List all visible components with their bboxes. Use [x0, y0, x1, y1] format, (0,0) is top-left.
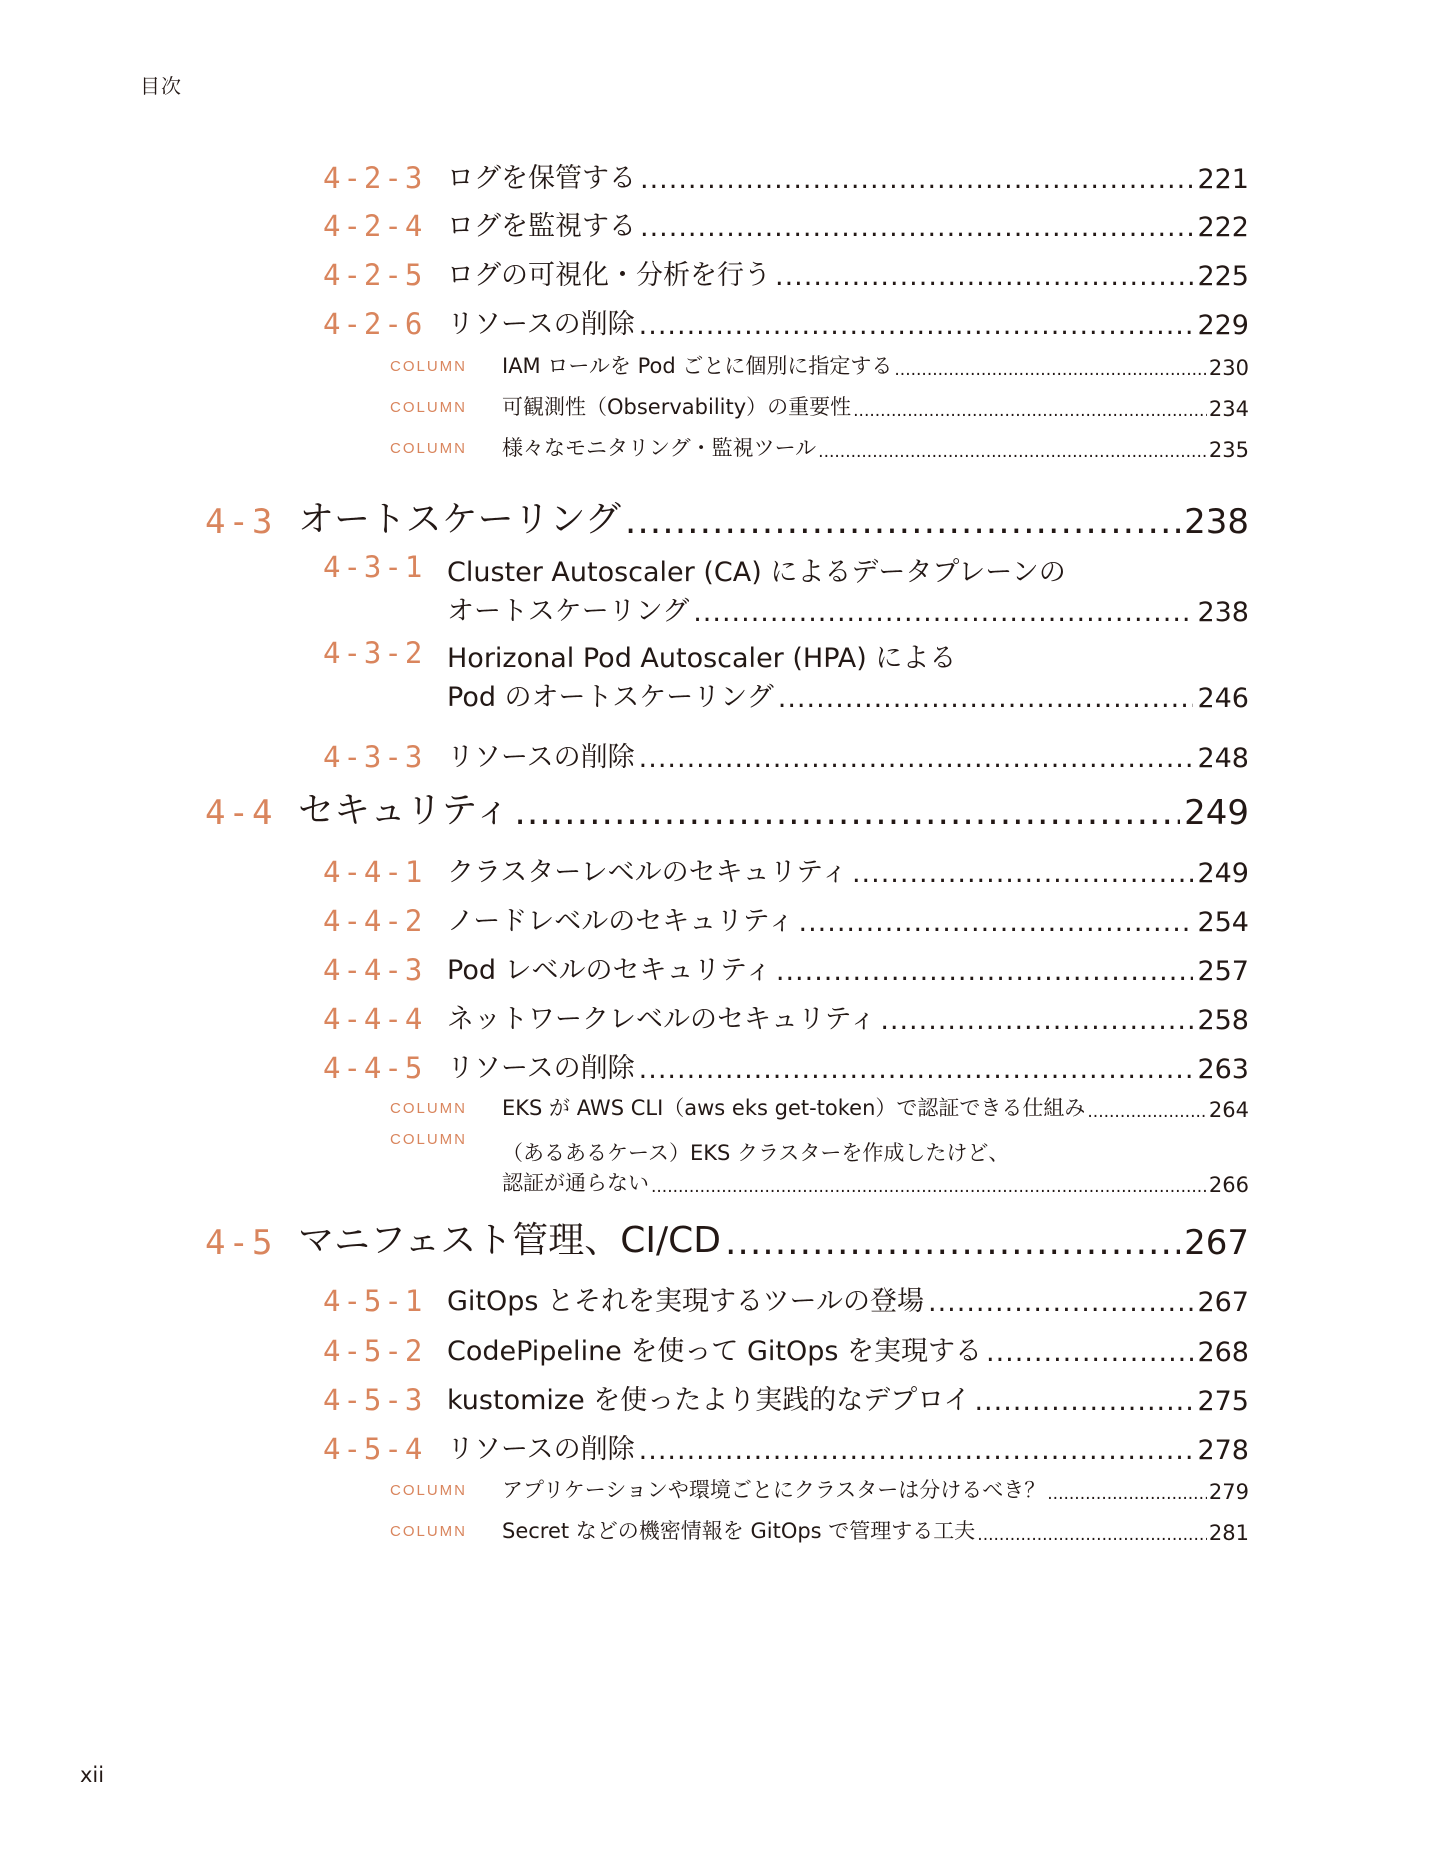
entry-title: アプリケーションや環境ごとにクラスターは分けるべき？: [502, 1478, 1046, 1502]
page-ref: 258: [1197, 1005, 1249, 1036]
section-number: 4-4-5: [323, 1051, 426, 1085]
toc-subsection[interactable]: [323, 252, 1249, 292]
dot-leader: [799, 907, 1194, 938]
entry-title: ネットワークレベルのセキュリティ: [447, 1004, 877, 1035]
dot-leader: [640, 164, 1193, 195]
toc-subsection[interactable]: [323, 203, 1249, 243]
section-number: 4-4-1: [323, 855, 426, 889]
entry-title-line: （あるあるケース）EKS クラスターを作成したけど、: [502, 1141, 1010, 1165]
page-ref: 234: [1208, 397, 1249, 421]
entry-title-line: Cluster Autoscaler (CA) によるデータプレーンの: [447, 557, 1066, 588]
toc-subsection[interactable]: [323, 734, 1249, 774]
entry-title: IAM ロールを Pod ごとに個別に指定する: [502, 354, 893, 378]
column-label: COLUMN: [390, 1131, 468, 1148]
page-ref: 267: [1184, 1223, 1249, 1263]
page-ref: 254: [1197, 907, 1249, 938]
toc-subsection[interactable]: [323, 155, 1249, 195]
page-ref: 264: [1208, 1098, 1249, 1122]
toc-subsection[interactable]: [323, 636, 1249, 714]
toc-subsection[interactable]: [323, 898, 1249, 938]
toc-column[interactable]: [390, 430, 1249, 462]
dot-leader: [775, 261, 1193, 292]
dot-leader: [852, 858, 1194, 889]
page-ref: 275: [1197, 1386, 1249, 1417]
toc-section[interactable]: [205, 783, 1249, 833]
entry-title: ノードレベルのセキュリティ: [447, 906, 795, 937]
dot-leader: [651, 1177, 1207, 1197]
toc-subsection[interactable]: [323, 550, 1249, 628]
dot-leader: [725, 1222, 1180, 1263]
section-number: 4-5-2: [323, 1334, 426, 1368]
page-number: xii: [80, 1763, 105, 1787]
toc-section[interactable]: [205, 1213, 1249, 1263]
dot-leader: [818, 442, 1207, 462]
page-ref: 221: [1197, 164, 1249, 195]
toc-column[interactable]: [390, 1513, 1249, 1545]
column-label: COLUMN: [390, 1100, 468, 1117]
toc-section[interactable]: [205, 492, 1249, 542]
page-ref: 266: [1208, 1173, 1249, 1197]
page-ref: 267: [1197, 1287, 1249, 1318]
page-ref: 249: [1184, 793, 1249, 833]
column-label: COLUMN: [390, 358, 468, 375]
dot-leader: [639, 1054, 1194, 1085]
section-number: 4-2-4: [323, 209, 426, 243]
dot-leader: [639, 743, 1194, 774]
toc-column[interactable]: [390, 1131, 1249, 1197]
entry-title: 様々なモニタリング・監視ツール: [502, 436, 817, 460]
page-ref: 278: [1197, 1435, 1249, 1466]
dot-leader: [1087, 1102, 1207, 1122]
toc-subsection[interactable]: [323, 1045, 1249, 1085]
dot-leader: [853, 401, 1207, 421]
dot-leader: [977, 1525, 1207, 1545]
entry-title: リソースの削除: [447, 742, 635, 773]
toc-column[interactable]: [390, 1090, 1249, 1122]
section-number: 4-3-3: [323, 740, 426, 774]
dot-leader: [640, 212, 1193, 243]
page-ref: 268: [1197, 1337, 1249, 1368]
page-ref: 257: [1197, 956, 1249, 987]
dot-leader: [639, 1435, 1194, 1466]
entry-title: リソースの削除: [447, 1053, 635, 1084]
dot-leader: [986, 1337, 1193, 1368]
column-label: COLUMN: [390, 399, 468, 416]
entry-title: 認証が通らない: [502, 1171, 649, 1195]
dot-leader: [693, 597, 1193, 628]
entry-title: 可観測性（Observability）の重要性: [502, 395, 852, 419]
section-number: 4-4-4: [323, 1002, 426, 1036]
entry-title: CodePipeline を使って GitOps を実現する: [447, 1336, 983, 1367]
entry-title: リソースの削除: [447, 1434, 635, 1465]
section-number: 4-4-2: [323, 904, 426, 938]
toc-subsection[interactable]: [323, 1328, 1249, 1368]
section-number: 4-3: [205, 502, 276, 542]
section-number: 4-5-4: [323, 1432, 426, 1466]
page-ref: 281: [1208, 1521, 1249, 1545]
dot-leader: [880, 1005, 1193, 1036]
dot-leader: [974, 1386, 1193, 1417]
toc-subsection[interactable]: [323, 996, 1249, 1036]
entry-title: セキュリティ: [298, 790, 511, 831]
toc-subsection[interactable]: [323, 1278, 1249, 1318]
page-ref: 235: [1208, 438, 1249, 462]
section-number: 4-5-1: [323, 1284, 426, 1318]
dot-leader: [778, 683, 1194, 714]
toc-subsection[interactable]: [323, 849, 1249, 889]
dot-leader: [1047, 1484, 1207, 1504]
column-label: COLUMN: [390, 1523, 468, 1540]
section-number: 4-4-3: [323, 953, 426, 987]
entry-title: Pod のオートスケーリング: [447, 682, 774, 713]
page-ref: 238: [1197, 597, 1249, 628]
column-label: COLUMN: [390, 1482, 468, 1499]
entry-title: マニフェスト管理、CI/CD: [298, 1220, 721, 1261]
toc-column[interactable]: [390, 389, 1249, 421]
section-number: 4-2-5: [323, 258, 426, 292]
page-ref: 229: [1197, 310, 1249, 341]
dot-leader: [514, 792, 1180, 833]
dot-leader: [625, 501, 1180, 542]
section-number: 4-3-2: [323, 636, 426, 670]
entry-title: GitOps とそれを実現するツールの登場: [447, 1286, 924, 1317]
page-ref: 246: [1197, 683, 1249, 714]
toc-subsection[interactable]: [323, 1426, 1249, 1466]
entry-title: クラスターレベルのセキュリティ: [447, 857, 848, 888]
column-label: COLUMN: [390, 440, 468, 457]
page-ref: 249: [1197, 858, 1249, 889]
dot-leader: [894, 360, 1207, 380]
toc-subsection[interactable]: [323, 1377, 1249, 1417]
entry-title: ログの可視化・分析を行う: [447, 260, 771, 291]
toc-column[interactable]: [390, 1472, 1249, 1504]
section-number: 4-5-3: [323, 1383, 426, 1417]
entry-title: オートスケーリング: [447, 596, 690, 627]
entry-title: リソースの削除: [447, 309, 635, 340]
page-ref: 238: [1184, 502, 1249, 542]
section-number: 4-3-1: [323, 550, 426, 584]
entry-title: ログを監視する: [447, 211, 636, 242]
section-number: 4-2-6: [323, 307, 426, 341]
section-number: 4-5: [205, 1223, 276, 1263]
page-ref: 225: [1197, 261, 1249, 292]
page-ref: 263: [1197, 1054, 1249, 1085]
dot-leader: [928, 1287, 1193, 1318]
dot-leader: [639, 310, 1194, 341]
entry-title: EKS が AWS CLI（aws eks get-token）で認証できる仕組み: [502, 1096, 1086, 1120]
entry-title: Pod レベルのセキュリティ: [447, 955, 772, 986]
running-head: 目次: [140, 74, 182, 98]
entry-title: ログを保管する: [447, 163, 636, 194]
entry-title: Secret などの機密情報を GitOps で管理する工夫: [502, 1519, 976, 1543]
page-ref: 248: [1197, 743, 1249, 774]
section-number: 4-4: [205, 793, 276, 833]
entry-title: オートスケーリング: [298, 499, 621, 540]
page-ref: 279: [1208, 1480, 1249, 1504]
toc-column[interactable]: [390, 348, 1249, 380]
section-number: 4-2-3: [323, 161, 426, 195]
page-ref: 222: [1197, 212, 1249, 243]
entry-title-line: Horizonal Pod Autoscaler (HPA) による: [447, 643, 957, 674]
toc-subsection[interactable]: [323, 947, 1249, 987]
toc-subsection[interactable]: [323, 301, 1249, 341]
entry-title: kustomize を使ったより実践的なデプロイ: [447, 1385, 971, 1416]
page-ref: 230: [1208, 356, 1249, 380]
dot-leader: [776, 956, 1194, 987]
